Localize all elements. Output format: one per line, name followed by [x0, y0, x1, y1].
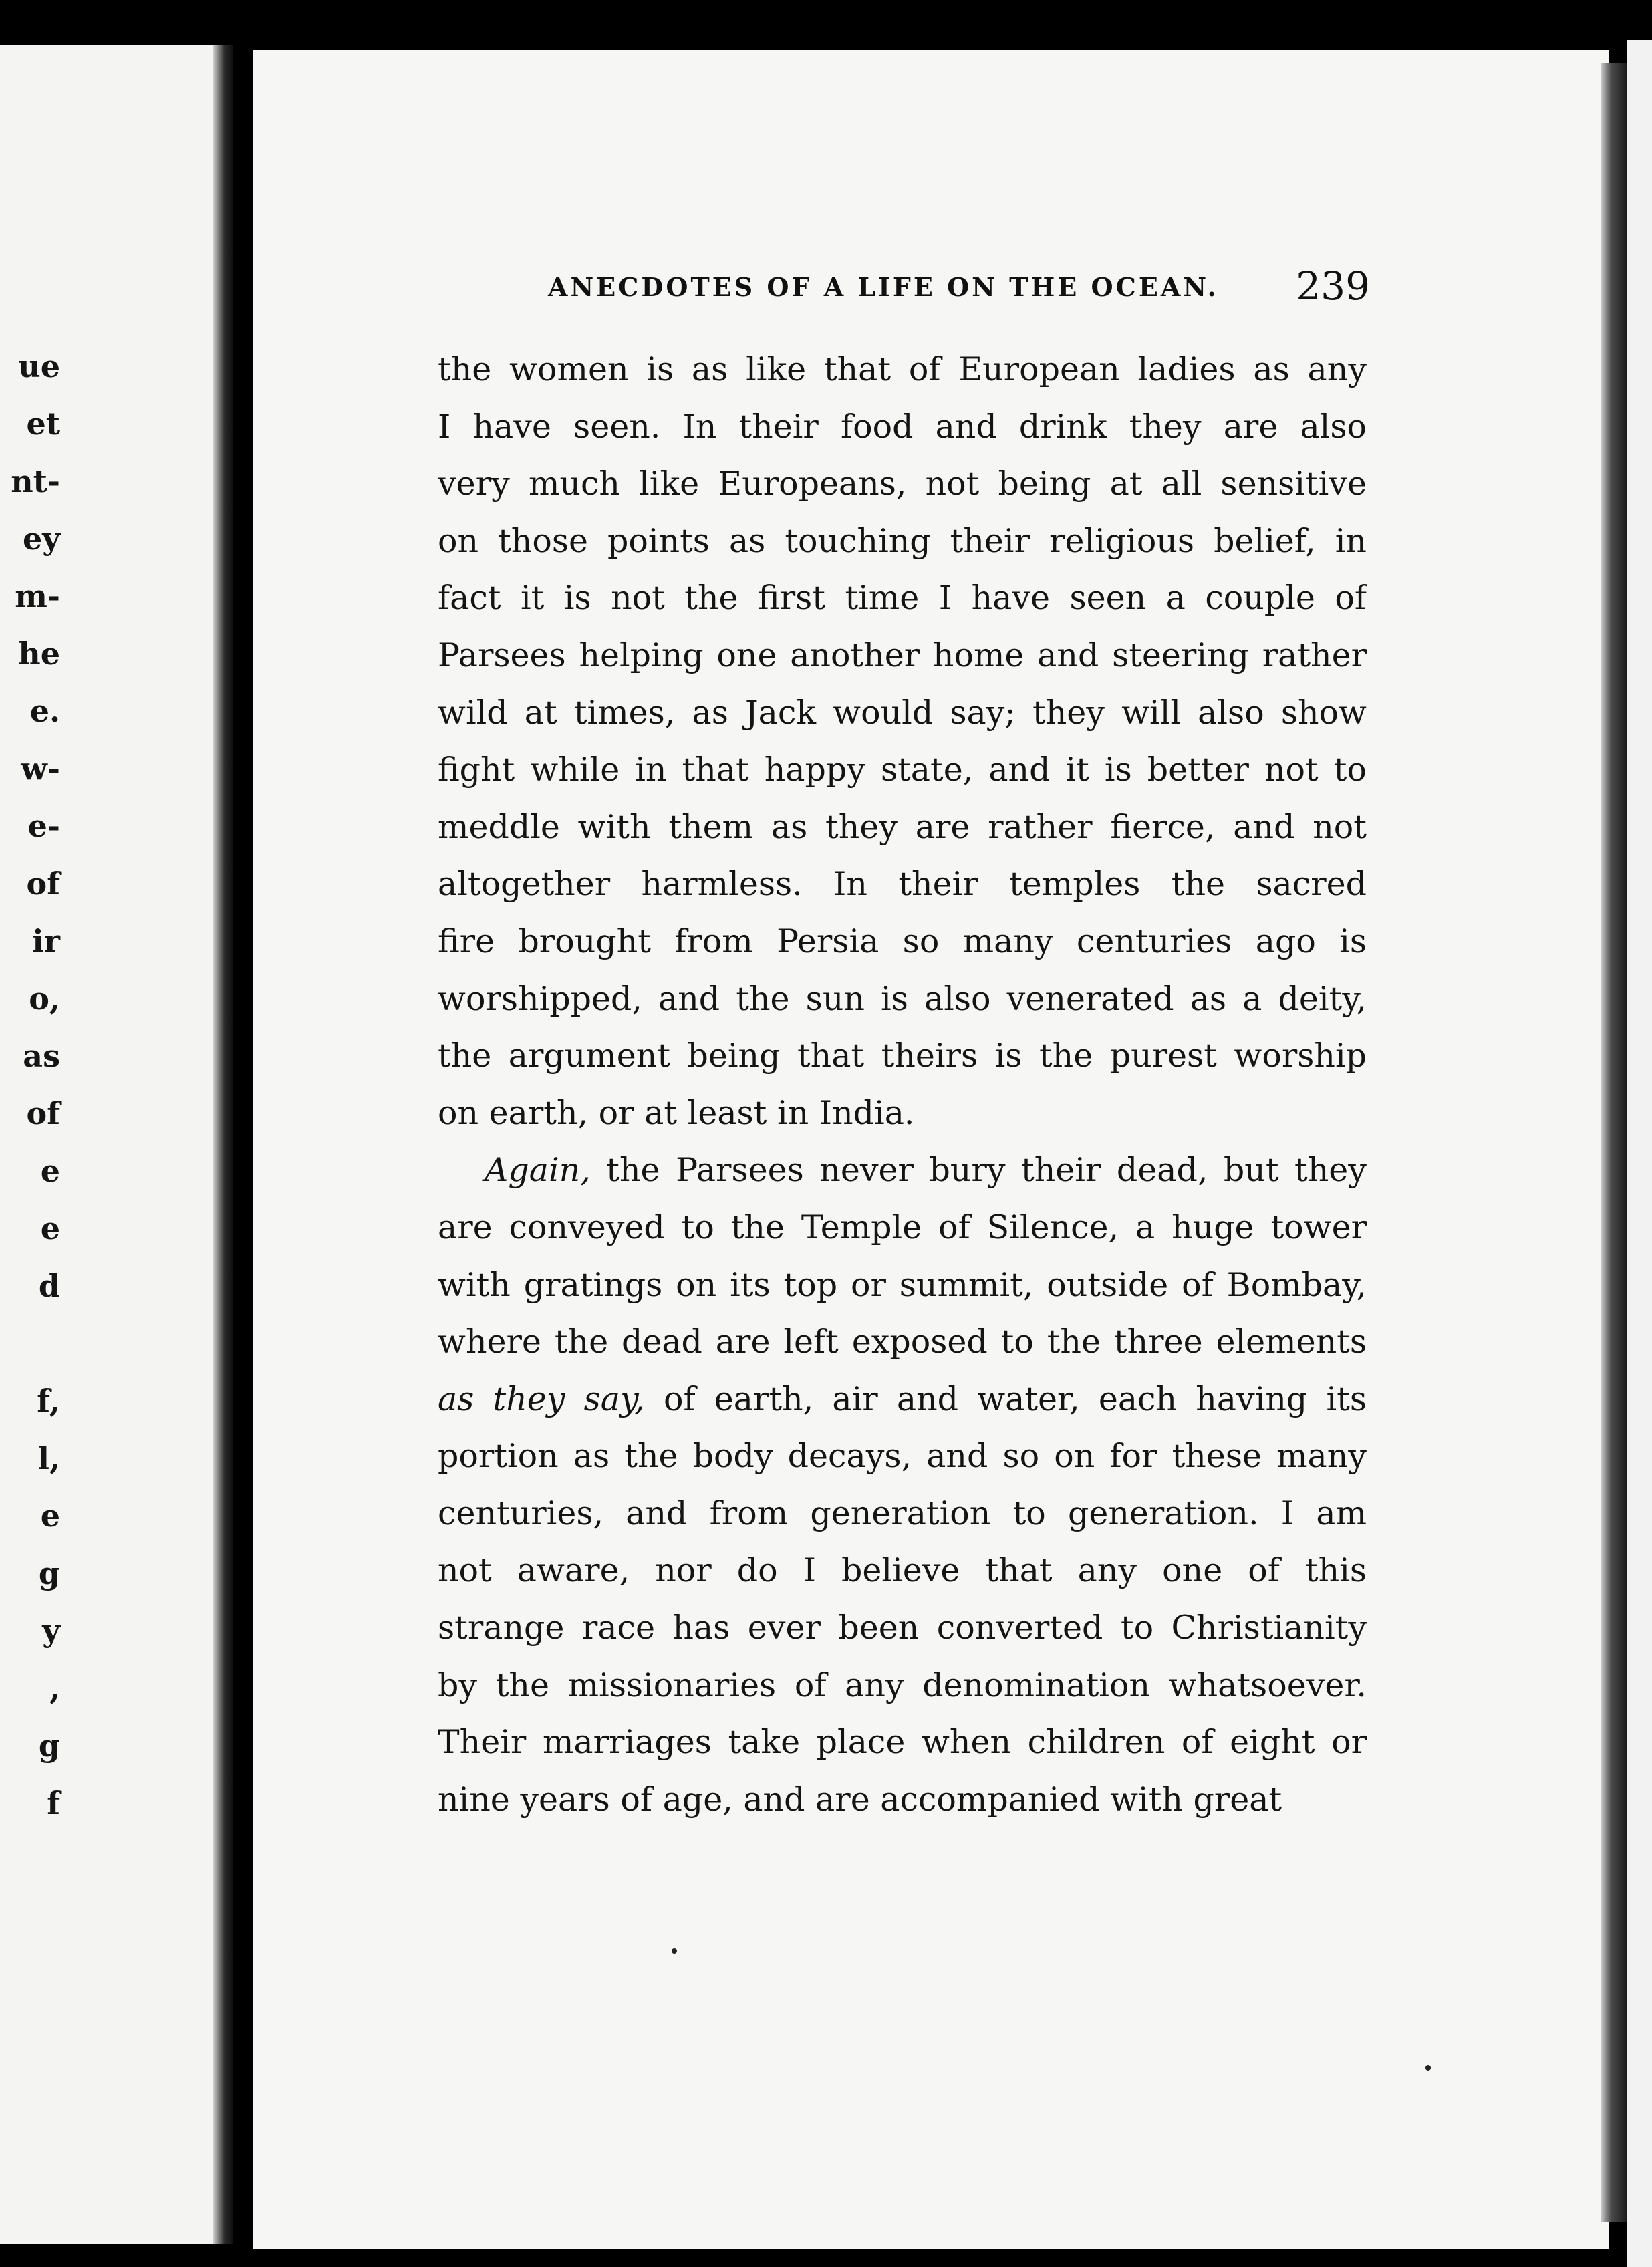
text-line: the argument being that theirs is the purest worship — [438, 1037, 1367, 1075]
text-line: strange race has ever been converted to Christianity — [438, 1609, 1367, 1647]
left-page-fragment: e. — [29, 693, 60, 729]
text-line: on those points as touching their religious belief, in — [438, 521, 1367, 560]
left-page-fragment: ue — [18, 348, 60, 384]
speck-mark — [1425, 2065, 1431, 2071]
text-line: with gratings on its top or summit, outside of Bombay, — [438, 1265, 1367, 1304]
text-line: by the missionaries of any denomination whatsoever. — [438, 1665, 1367, 1704]
body-text — [438, 341, 1367, 1828]
text-line: on earth, or at least in India. — [438, 1093, 915, 1132]
text-line: Their marriages take place when children of eight or — [438, 1723, 1367, 1762]
left-page-fragment: g — [38, 1555, 60, 1591]
left-page-fragment: et — [26, 406, 60, 442]
left-page-fragment: ey — [23, 521, 60, 557]
italic-word: Again, — [485, 1151, 591, 1190]
left-page-fragment: of — [26, 1095, 60, 1131]
text-line: fact it is not the first time I have seen a couple of — [438, 579, 1367, 618]
scan-border — [1627, 40, 1652, 2267]
left-page-fragment: m- — [15, 578, 60, 614]
left-page-fragment: y — [42, 1613, 60, 1649]
speck-mark — [672, 1948, 677, 1954]
left-page-fragment: as — [23, 1038, 60, 1074]
italic-phrase: as they say, — [438, 1379, 645, 1418]
left-page-fragment: e — [40, 1153, 60, 1189]
left-page-fragment: , — [49, 1670, 60, 1706]
running-head: ANECDOTES OF A LIFE ON THE OCEAN. — [548, 272, 1219, 302]
text-line: nine years of age, and are accompanied with great — [438, 1780, 1282, 1819]
text-line: centuries, and from generation to generation. I am — [438, 1494, 1367, 1532]
left-page-fragment: f — [47, 1785, 60, 1821]
left-page-fragment: d — [38, 1268, 60, 1304]
text-line: Parsees helping one another home and steering rather — [438, 636, 1367, 674]
text-line: I have seen. In their food and drink they are also — [438, 407, 1367, 446]
text-line: portion as the body decays, and so on for these many — [438, 1437, 1367, 1476]
left-page-fragment: e — [40, 1210, 60, 1246]
text-span: the Parsees never bury their dead, but they — [590, 1151, 1367, 1190]
left-page-fragment: l, — [37, 1440, 60, 1476]
left-page-fragment: nt- — [11, 463, 60, 499]
text-line: where the dead are left exposed to the three elements — [438, 1323, 1367, 1361]
left-page-fragment: o, — [29, 980, 60, 1017]
left-page-fragment: e- — [27, 808, 60, 844]
page-edge-shadow — [1601, 63, 1627, 2222]
text-line: meddle with them as they are rather fierce, and not — [438, 807, 1367, 846]
text-span: of earth, air and water, each having its — [644, 1379, 1367, 1418]
text-line — [438, 1142, 1367, 1199]
text-line: very much like Europeans, not being at all sensitive — [438, 464, 1367, 503]
text-line: the women is as like that of European ladies as any — [438, 350, 1367, 388]
left-page-fragment: w- — [21, 751, 60, 787]
left-page-line-fragments — [0, 338, 60, 1832]
left-page-fragment: he — [18, 636, 60, 672]
left-page-fragment: f, — [37, 1383, 60, 1419]
page-number: 239 — [1296, 263, 1370, 309]
text-line: worshipped, and the sun is also venerated as a deity, — [438, 979, 1367, 1018]
left-page-fragment: ir — [32, 923, 60, 959]
left-page-fragment: of — [26, 865, 60, 902]
left-page-fragment: e — [40, 1498, 60, 1534]
left-page-fragment — [0, 1315, 60, 1372]
text-line: wild at times, as Jack would say; they will also show — [438, 693, 1367, 732]
text-line — [438, 1371, 1367, 1428]
left-page-fragment: g — [38, 1728, 60, 1764]
text-line: altogether harmless. In their temples the sacred — [438, 865, 1367, 904]
text-line: fire brought from Persia so many centuries ago is — [438, 922, 1367, 960]
text-line: fight while in that happy state, and it is better not to — [438, 751, 1367, 789]
text-line: not aware, nor do I believe that any one of this — [438, 1551, 1367, 1590]
text-line: are conveyed to the Temple of Silence, a huge tower — [438, 1208, 1367, 1246]
book-gutter — [213, 45, 233, 2244]
